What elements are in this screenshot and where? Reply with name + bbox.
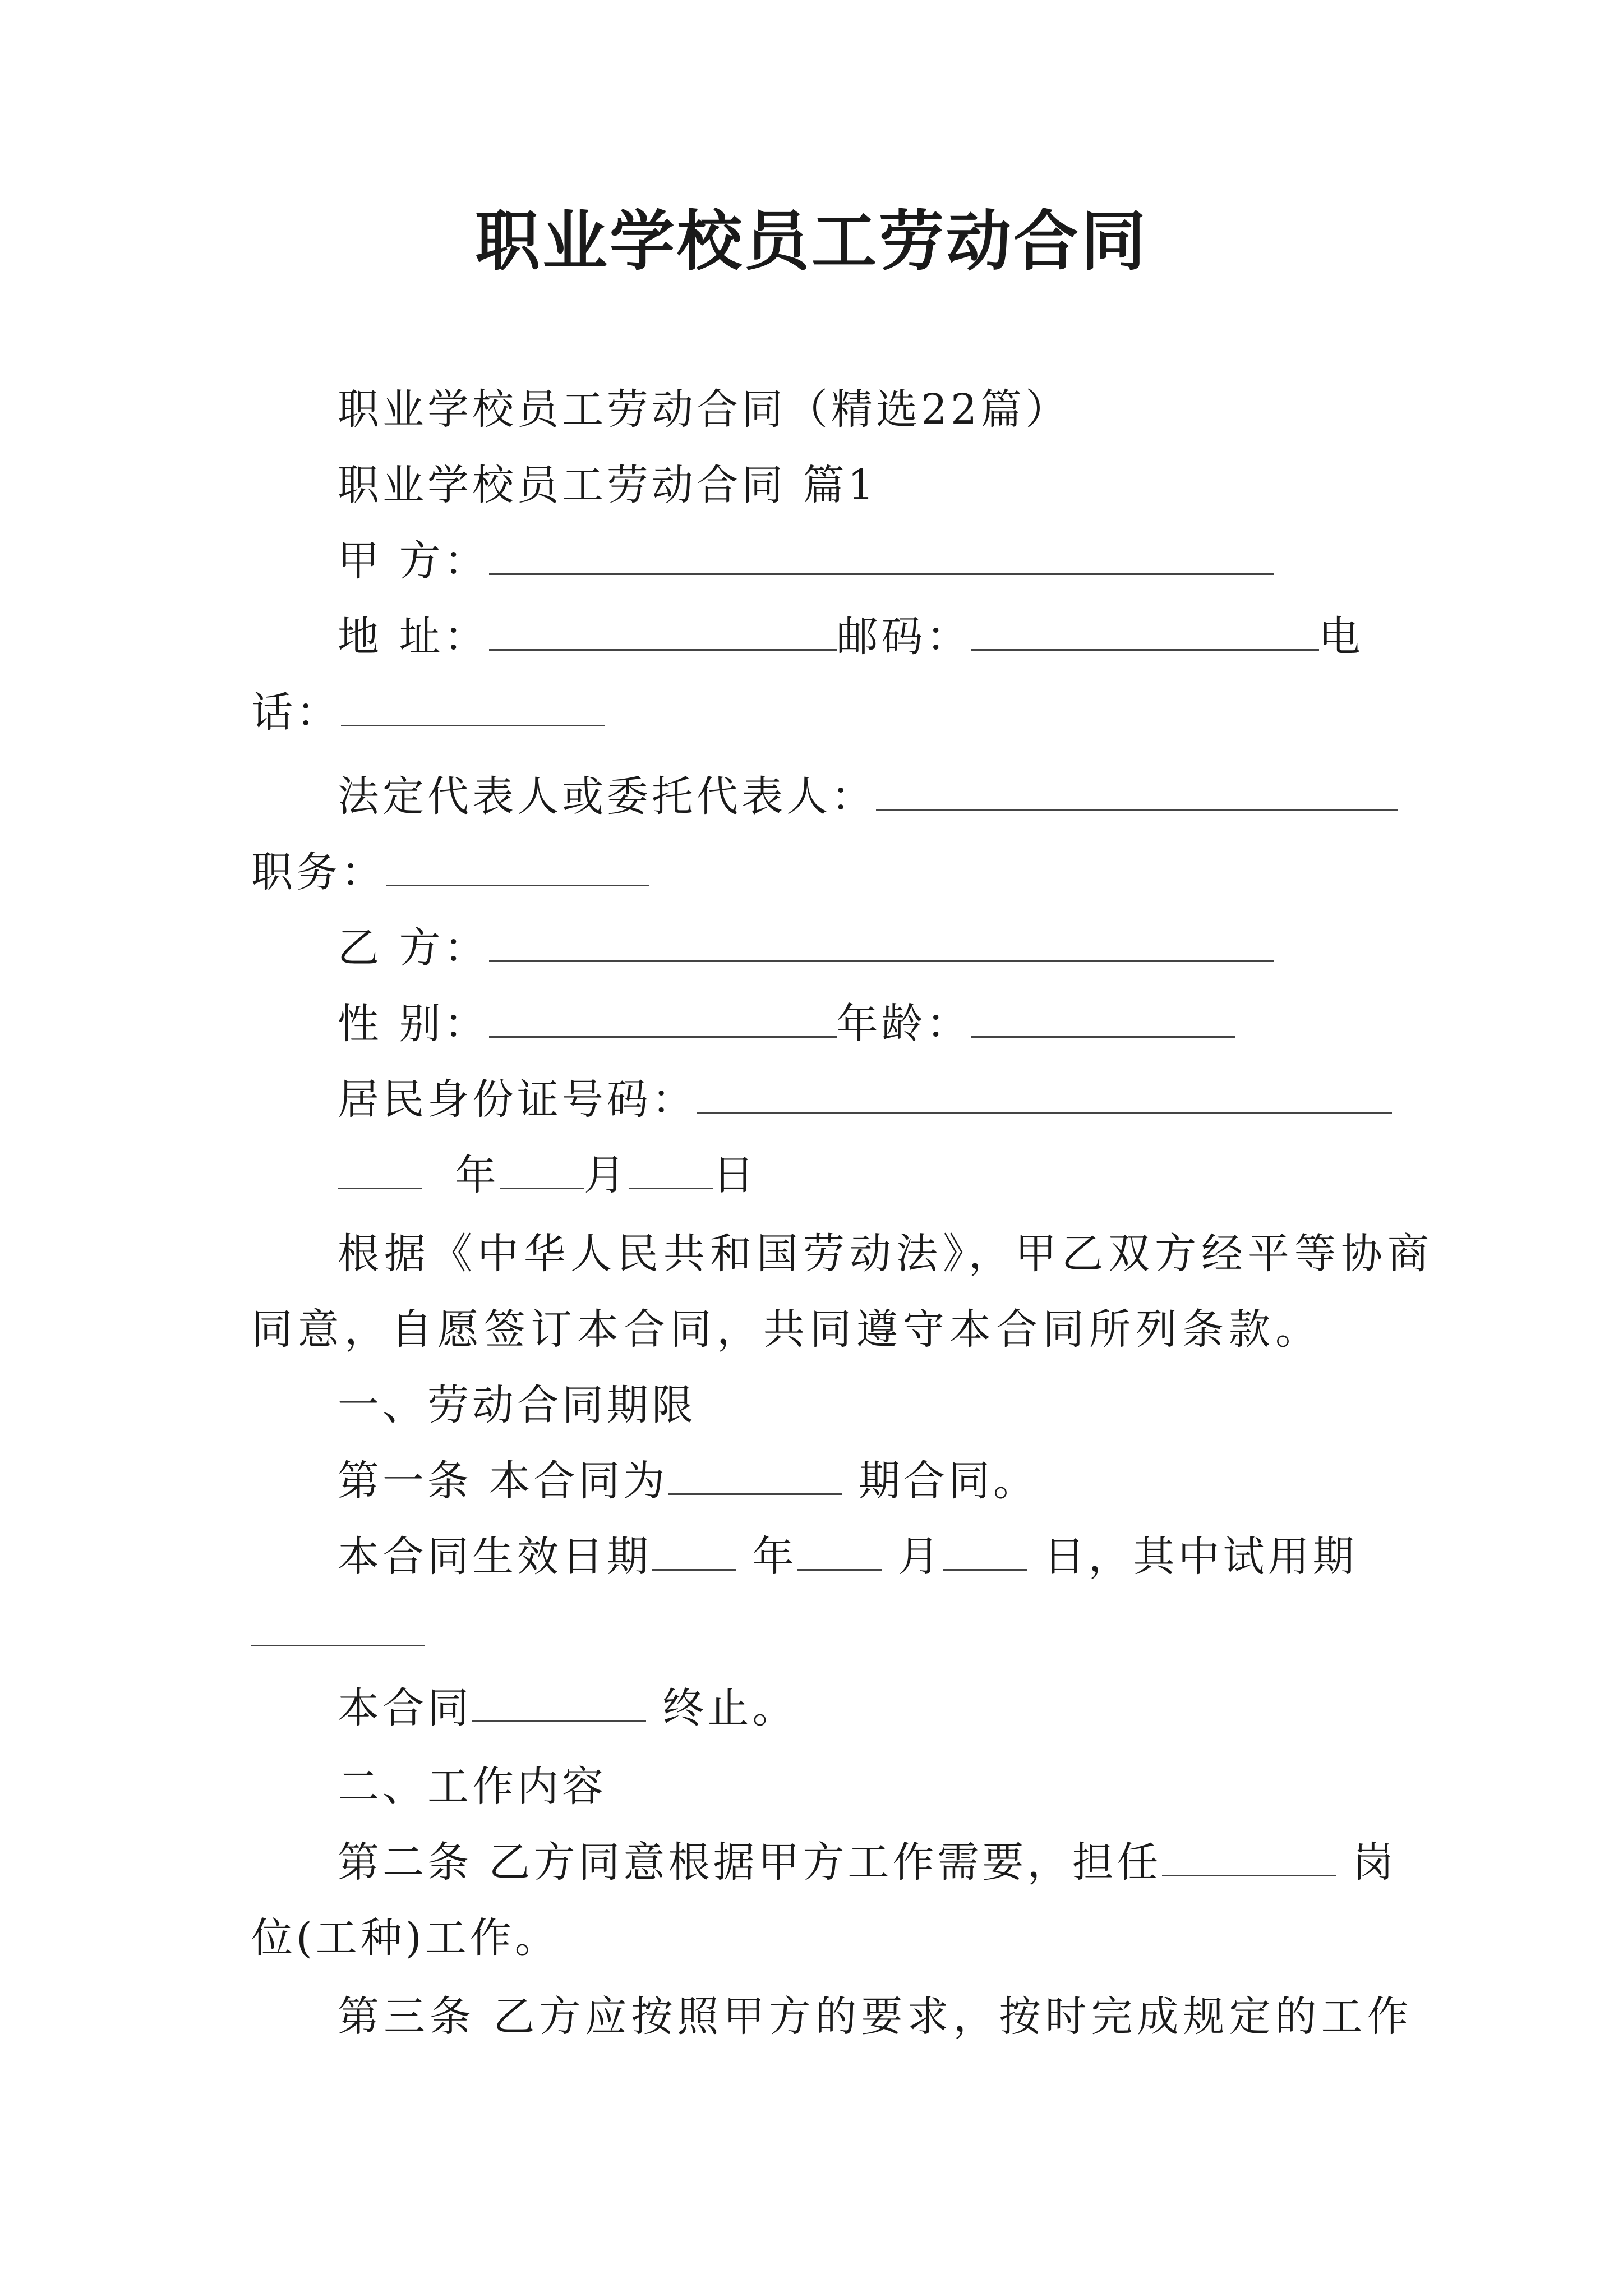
address-label: 地 址： <box>338 613 489 661</box>
postcode-label: 邮码： <box>836 613 971 661</box>
article-2-line-2: 位(工种)工作。 <box>251 1914 560 1962</box>
party-a-row <box>338 533 1274 589</box>
party-a-label: 甲 方： <box>338 537 489 585</box>
article-2 <box>338 1834 1397 1890</box>
address-blank[interactable] <box>489 612 837 651</box>
probation-row <box>251 1604 425 1660</box>
document-subtitle: 职业学校员工劳动合同（精选22篇） <box>338 385 1071 434</box>
intro-line-2: 同意，自愿签订本合同，共同遵守本合同所列条款。 <box>251 1305 1322 1354</box>
effective-day-label: 日，其中试用期 <box>1027 1533 1358 1581</box>
effective-label: 本合同生效日期 <box>338 1533 652 1581</box>
effective-date-row <box>338 1529 1358 1585</box>
party-a-blank[interactable] <box>489 536 1274 575</box>
article-1-part1: 第一条 本合同为 <box>338 1457 668 1505</box>
end-date-blank[interactable] <box>472 1683 646 1722</box>
phone-row <box>251 684 605 740</box>
address-row <box>338 609 1364 665</box>
end-label: 本合同 <box>338 1684 472 1732</box>
date-year-label: 年 <box>455 1151 500 1199</box>
legal-rep-label: 法定代表人或委托代表人： <box>338 772 876 821</box>
end-date-row <box>338 1680 797 1736</box>
party-b-label: 乙 方： <box>338 924 489 972</box>
age-label: 年龄： <box>836 1000 971 1048</box>
effective-day-blank[interactable] <box>943 1532 1027 1571</box>
id-row <box>338 1071 1392 1128</box>
contract-type-blank[interactable] <box>668 1456 842 1495</box>
date-row <box>338 1147 758 1203</box>
end-suffix: 终止。 <box>646 1684 797 1732</box>
legal-rep-row <box>338 769 1398 825</box>
article-2-part1: 第二条 乙方同意根据甲方工作需要，担任 <box>338 1838 1162 1887</box>
gender-label: 性 别： <box>338 1000 489 1048</box>
id-label: 居民身份证号码： <box>338 1075 697 1124</box>
effective-year-label: 年 <box>736 1533 797 1581</box>
date-month-label: 月 <box>584 1151 629 1199</box>
date-month-blank[interactable] <box>500 1151 584 1189</box>
party-b-row <box>338 920 1274 976</box>
phone-label-part1: 电 <box>1318 613 1364 661</box>
effective-month-blank[interactable] <box>797 1532 882 1571</box>
effective-year-blank[interactable] <box>652 1532 736 1571</box>
phone-label-part2: 话： <box>251 688 341 737</box>
gender-blank[interactable] <box>489 999 837 1038</box>
phone-blank[interactable] <box>341 688 605 726</box>
date-day-blank[interactable] <box>629 1151 713 1189</box>
position-row <box>251 844 649 900</box>
id-blank[interactable] <box>697 1075 1392 1114</box>
article-1-part2: 期合同。 <box>842 1457 1039 1505</box>
party-b-blank[interactable] <box>489 923 1274 962</box>
date-year-blank[interactable] <box>338 1151 422 1189</box>
legal-rep-blank[interactable] <box>876 772 1398 811</box>
postcode-blank[interactable] <box>971 612 1319 651</box>
gender-age-row <box>338 996 1235 1052</box>
article-1 <box>338 1453 1038 1509</box>
date-day-label: 日 <box>713 1151 758 1199</box>
chapter-1-heading: 一、劳动合同期限 <box>338 1381 697 1429</box>
chapter-2-heading: 二、工作内容 <box>338 1763 607 1811</box>
article-2-part2: 岗 <box>1335 1838 1398 1887</box>
document-title: 职业学校员工劳动合同 <box>475 203 1148 279</box>
effective-month-label: 月 <box>881 1533 943 1581</box>
post-blank[interactable] <box>1162 1838 1336 1876</box>
age-blank[interactable] <box>971 999 1235 1038</box>
article-3-line-1: 第三条 乙方应按照甲方的要求，按时完成规定的工作 <box>338 1993 1413 2041</box>
probation-blank[interactable] <box>251 1608 425 1646</box>
intro-line-1: 根据《中华人民共和国劳动法》，甲乙双方经平等协商 <box>338 1230 1434 1278</box>
section-heading: 职业学校员工劳动合同 篇1 <box>338 461 878 509</box>
position-label: 职务： <box>251 848 386 896</box>
position-blank[interactable] <box>386 848 649 886</box>
